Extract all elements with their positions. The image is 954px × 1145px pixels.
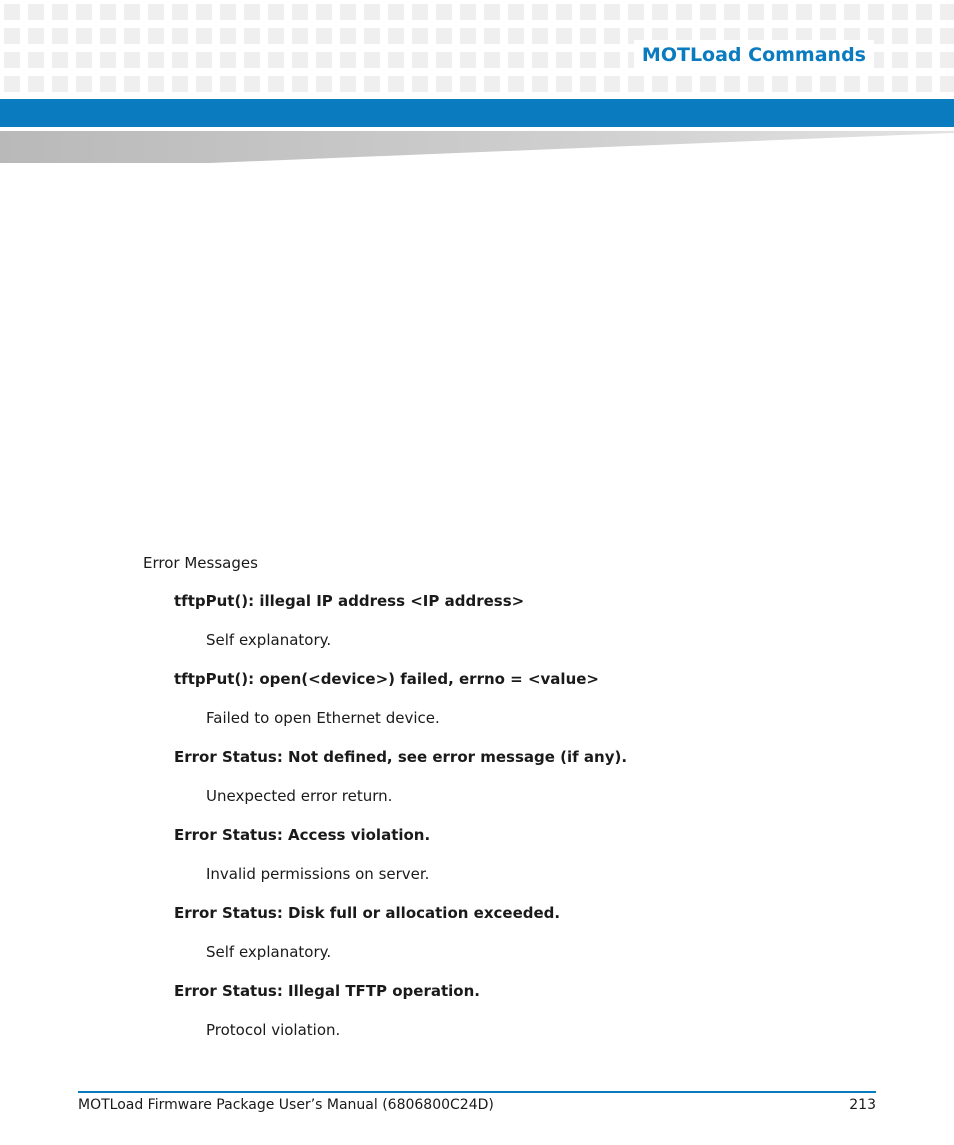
error-item-description: Protocol violation.: [206, 1021, 341, 1039]
footer-manual-title: MOTLoad Firmware Package User’s Manual (6806800C24D): [78, 1097, 494, 1113]
header-grey-wedge: [0, 131, 954, 163]
error-item-title: tftpPut(): open(<device>) failed, errno = <value>: [174, 670, 599, 688]
error-item-description: Self explanatory.: [206, 943, 332, 961]
footer-rule: [78, 1091, 876, 1093]
error-item-title: Error Status: Not defined, see error message (if any).: [174, 748, 628, 766]
error-item-title: Error Status: Illegal TFTP operation.: [174, 982, 480, 1000]
page-header-title: MOTLoad Commands: [634, 40, 874, 70]
error-item-description: Invalid permissions on server.: [206, 865, 430, 883]
error-messages-section: [143, 549, 873, 1055]
error-item-title: Error Status: Access violation.: [174, 826, 431, 844]
error-item-title: tftpPut(): illegal IP address <IP address>: [174, 592, 525, 610]
error-item-title: Error Status: Disk full or allocation exceeded.: [174, 904, 561, 922]
error-item-description: Self explanatory.: [206, 631, 332, 649]
error-item-description: Unexpected error return.: [206, 787, 393, 805]
error-item-description: Failed to open Ethernet device.: [206, 709, 440, 727]
footer-page-number: 213: [849, 1097, 876, 1113]
section-label: Error Messages: [143, 554, 258, 572]
header-blue-band: [0, 99, 954, 127]
